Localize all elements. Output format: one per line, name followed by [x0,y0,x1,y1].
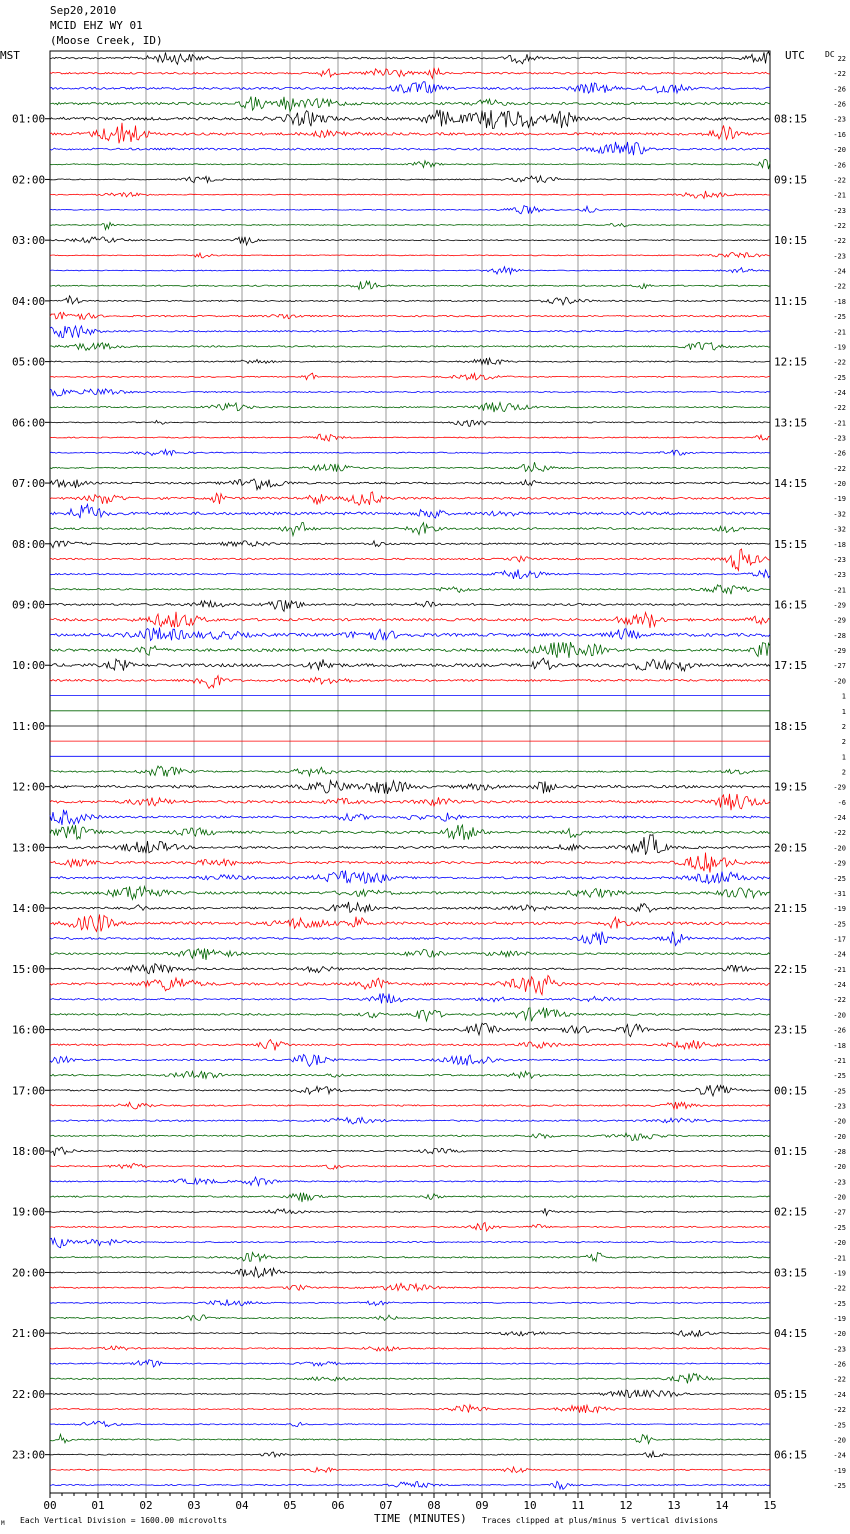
utc-hour-label: 10:15 [774,234,808,248]
mst-hour-label: 19:00 [12,1205,46,1219]
seismic-trace [50,1208,770,1215]
dc-offset-label: -20 [833,1163,846,1172]
seismic-trace [50,450,770,456]
x-tick-label: 07 [379,1499,393,1512]
dc-offset-label: -17 [833,935,846,944]
seismic-trace [50,871,770,884]
dc-offset-label: -21 [833,191,846,200]
utc-hour-label: 12:15 [774,355,808,369]
seismic-trace [50,642,770,658]
dc-offset-label: -32 [833,510,846,519]
seismic-trace [50,252,770,258]
dc-offset-label: -31 [833,889,846,898]
dc-offset-label: -20 [833,1011,846,1020]
seismic-trace [50,976,770,995]
seismic-trace [50,1023,770,1037]
seismic-trace [50,1147,770,1156]
x-tick-label: 09 [475,1499,489,1512]
dc-offset-label: -22 [833,358,846,367]
dc-offset-label: 1 [841,753,846,762]
seismic-trace [50,191,770,198]
seismic-trace [50,82,770,93]
seismic-trace [50,1163,770,1169]
x-tick-label: 08 [427,1499,441,1512]
seismic-trace [50,358,770,365]
seismic-trace [50,110,770,129]
x-tick-label: 06 [331,1499,345,1512]
dc-offset-label: -24 [833,389,846,397]
dc-offset-label: -20 [833,146,846,155]
seismic-trace [50,1360,770,1367]
seismic-trace [50,206,770,214]
mst-hour-label: 04:00 [12,294,46,308]
dc-offset-label: -22 [833,404,846,413]
dc-offset-label: -20 [833,677,846,686]
dc-offset-label: -26 [833,85,846,94]
utc-hour-label: 15:15 [774,537,808,551]
dc-offset-label: -25 [833,920,846,929]
seismic-trace [50,1374,770,1384]
dc-offset-label: -26 [833,1360,846,1369]
seismic-trace [50,267,770,274]
seismic-trace [50,887,770,900]
dc-offset-label: -20 [833,1132,846,1141]
dc-offset-label: -20 [833,1436,846,1445]
dc-offset-label: -22 [833,1284,846,1293]
utc-hour-label: 00:15 [774,1084,808,1098]
seismic-trace [50,1300,770,1306]
seismic-trace [50,492,770,505]
seismic-trace [50,52,770,65]
seismic-trace [50,549,770,571]
seismic-trace [50,123,770,144]
mst-hour-label: 13:00 [12,841,46,855]
dc-offset-label: -25 [833,313,846,322]
dc-offset-label: -22 [833,176,846,185]
seismic-trace [50,389,770,396]
seismic-trace [50,585,770,594]
dc-offset-label: -29 [833,859,846,868]
dc-offset-label: -19 [833,495,846,504]
dc-offset-label: -23 [833,556,846,564]
header-station: MCID EHZ WY 01 [50,19,143,32]
dc-offset-label: -29 [833,601,846,610]
dc-offset-label: -26 [833,161,846,170]
dc-offset-label: -23 [833,115,846,124]
mst-hour-label: 16:00 [12,1023,46,1037]
seismic-trace [50,1102,770,1109]
seismic-trace [50,296,770,305]
dc-offset-label: -19 [833,1315,846,1323]
dc-offset-label: -20 [833,1193,846,1202]
x-tick-label: 00 [43,1499,57,1512]
mst-hour-label: 20:00 [12,1266,46,1280]
mst-hour-label: 14:00 [12,902,46,916]
seismic-trace [50,810,770,825]
dc-offset-label: -32 [833,525,846,534]
dc-offset-label: -25 [833,1087,846,1096]
seismic-trace [50,1481,770,1489]
seismic-trace [50,373,770,380]
dc-title: DC [825,50,835,59]
utc-hour-label: 02:15 [774,1205,808,1219]
mst-hour-label: 09:00 [12,598,46,612]
seismic-trace [50,1405,770,1413]
seismic-trace [50,1421,770,1426]
dc-offset-label: 22 [837,55,846,63]
seismic-trace [50,1390,770,1398]
seismic-trace [50,281,770,289]
seismic-trace [50,522,770,535]
dc-offset-label: -29 [833,647,846,656]
mst-hour-label: 17:00 [12,1084,46,1098]
dc-offset-label: -29 [833,783,846,792]
dc-offset-label: -21 [833,1254,846,1263]
mst-hour-label: 01:00 [12,112,46,126]
header-location: (Moose Creek, ID) [50,34,163,47]
mst-hour-label: 22:00 [12,1387,46,1401]
seismic-trace [50,479,770,490]
dc-offset-label: -28 [833,631,846,640]
utc-hour-label: 19:15 [774,780,808,794]
x-tick-label: 05 [283,1499,297,1512]
dc-offset-label: -16 [833,130,846,139]
seismic-trace [50,676,770,689]
seismic-trace [50,1315,770,1321]
dc-offset-label: -22 [833,70,846,79]
dc-offset-label: -22 [833,1375,846,1384]
seismic-trace [50,1346,770,1351]
seismic-trace [50,462,770,472]
dc-offset-label: -24 [833,1390,846,1399]
dc-offset-label: -19 [833,905,846,914]
mst-hour-label: 02:00 [12,173,46,187]
seismic-trace [50,570,770,579]
seismic-trace [50,1283,770,1291]
dc-offset-label: -21 [833,1056,846,1065]
dc-offset-label: -20 [833,844,846,853]
dc-offset-label: -22 [833,222,846,230]
clip-note: Traces clipped at plus/minus 5 vertical divisions [482,1516,719,1525]
utc-hour-label: 08:15 [774,112,808,126]
seismic-trace [50,1040,770,1051]
seismic-trace [50,1133,770,1141]
dc-offset-label: -25 [833,874,846,883]
dc-offset-label: -21 [833,586,846,595]
seismic-trace [50,541,770,548]
utc-hour-label: 13:15 [774,416,808,430]
seismic-trace [50,97,770,112]
dc-offset-label: -19 [833,1269,846,1278]
dc-offset-label: -19 [833,343,846,352]
x-tick-label: 04 [235,1499,249,1512]
seismic-trace [50,326,770,338]
seismic-trace [50,176,770,183]
utc-hour-label: 09:15 [774,173,808,187]
dc-offset-label: -20 [833,1117,846,1126]
left-axis-title: MST [0,49,20,62]
dc-offset-label: -26 [833,1026,846,1035]
utc-hour-label: 14:15 [774,477,808,491]
seismic-trace [50,1267,770,1277]
seismic-trace [50,223,770,230]
seismic-trace [50,964,770,974]
seismic-trace [50,312,770,319]
dc-offset-label: -22 [833,829,846,838]
dc-offset-label: 2 [841,738,846,747]
x-tick-label: 15 [763,1499,777,1512]
mst-hour-label: 11:00 [12,720,46,733]
dc-offset-label: 1 [841,692,846,701]
seismic-trace [50,1467,770,1473]
dc-offset-label: -25 [833,1299,846,1308]
dc-offset-label: -23 [833,1345,846,1354]
right-axis-title: UTC [785,49,805,62]
dc-offset-label: -21 [833,965,846,974]
header-date: Sep20,2010 [50,4,117,17]
dc-offset-label: -26 [833,449,846,458]
mst-hour-label: 10:00 [12,659,46,673]
x-tick-label: 12 [619,1499,633,1512]
mst-hour-label: 18:00 [12,1145,46,1158]
seismic-trace [50,948,770,960]
seismic-trace [50,1434,770,1443]
mst-hour-label: 03:00 [12,234,46,248]
utc-hour-label: 01:15 [774,1145,808,1158]
dc-offset-label: -20 [833,480,846,489]
mst-hour-label: 23:00 [12,1448,46,1462]
utc-hour-label: 21:15 [774,902,808,916]
dc-offset-label: -25 [833,1223,846,1232]
utc-hour-label: 23:15 [774,1023,808,1037]
x-tick-label: 14 [715,1499,729,1512]
seismic-trace [50,1223,770,1232]
utc-hour-label: 03:15 [774,1266,808,1280]
seismic-trace [50,402,770,412]
seismic-trace [50,237,770,245]
dc-offset-label: -23 [833,252,846,261]
seismic-trace [50,794,770,810]
dc-offset-label: -24 [833,1451,846,1460]
dc-offset-label: -25 [833,1482,846,1490]
dc-offset-label: -22 [833,237,846,246]
utc-hour-label: 16:15 [774,598,808,612]
utc-hour-label: 04:15 [774,1327,808,1341]
dc-offset-label: -18 [833,1041,846,1050]
seismic-trace [50,1193,770,1202]
dc-offset-label: -26 [833,100,846,109]
seismic-trace [50,600,770,611]
seismic-trace [50,1238,770,1247]
seismic-trace [50,993,770,1003]
dc-offset-label: -29 [833,616,846,625]
seismic-trace [50,914,770,931]
seismic-trace [50,68,770,79]
dc-offset-label: -25 [833,1421,846,1430]
seismic-trace [50,835,770,855]
dc-offset-label: -20 [833,1330,846,1339]
x-tick-label: 03 [187,1499,201,1512]
dc-offset-label: -27 [833,662,846,671]
mst-hour-label: 07:00 [12,477,46,491]
dc-offset-label: -24 [833,267,846,276]
dc-offset-label: 2 [841,768,846,777]
dc-offset-label: -21 [833,419,846,428]
mst-hour-label: 12:00 [12,780,46,794]
dc-offset-label: -22 [833,996,846,1005]
utc-hour-label: 18:15 [774,720,808,733]
seismic-trace [50,1008,770,1022]
dc-offset-label: -18 [833,297,846,306]
seismic-trace [50,159,770,169]
utc-hour-label: 05:15 [774,1387,808,1401]
dc-offset-label: -24 [833,981,846,989]
seismic-trace [50,1252,770,1261]
dc-offset-label: -24 [833,814,846,822]
dc-offset-label: -6 [837,798,846,807]
dc-offset-label: -23 [833,1102,846,1111]
seismic-trace [50,853,770,873]
seismic-trace [50,1117,770,1124]
dc-offset-label: -19 [833,1466,846,1475]
x-tick-label: 13 [667,1499,681,1512]
seismic-trace [50,1177,770,1186]
seismic-trace [50,628,770,641]
utc-hour-label: 22:15 [774,962,808,976]
seismic-trace [50,1085,770,1096]
seismic-trace [50,612,770,628]
corner-mark: M [1,1520,5,1527]
seismic-trace [50,420,770,426]
utc-hour-label: 06:15 [774,1448,808,1462]
mst-hour-label: 08:00 [12,537,46,551]
x-tick-label: 02 [139,1499,153,1512]
mst-hour-label: 21:00 [12,1327,46,1341]
seismic-trace [50,781,770,794]
seismic-trace [50,1451,770,1457]
utc-hour-label: 11:15 [774,294,808,308]
seismic-trace [50,825,770,840]
dc-offset-label: -21 [833,328,846,337]
x-axis-label: TIME (MINUTES) [374,1512,467,1525]
dc-offset-label: -22 [833,282,846,291]
dc-offset-label: 2 [841,723,846,731]
x-tick-label: 10 [523,1499,537,1512]
seismic-trace [50,504,770,518]
dc-offset-label: -25 [833,373,846,382]
seismic-trace [50,766,770,777]
seismic-trace [50,142,770,155]
dc-offset-label: -18 [833,540,846,549]
dc-offset-label: -23 [833,206,846,215]
seismic-trace [50,1055,770,1067]
scale-note: Each Vertical Division = 1600.00 microvolts [20,1516,228,1525]
dc-offset-label: -27 [833,1208,846,1217]
x-tick-label: 01 [91,1499,105,1512]
mst-hour-label: 06:00 [12,416,46,430]
seismic-trace [50,1071,770,1078]
dc-offset-label: -24 [833,950,846,959]
dc-offset-label: 1 [841,707,846,716]
dc-offset-label: -23 [833,571,846,580]
utc-hour-label: 20:15 [774,841,808,855]
seismic-trace [50,902,770,913]
seismic-trace [50,343,770,351]
x-tick-label: 11 [571,1499,585,1512]
seismic-trace [50,1330,770,1337]
dc-offset-label: -22 [833,464,846,473]
mst-hour-label: 05:00 [12,355,46,369]
dc-offset-label: -23 [833,434,846,443]
utc-hour-label: 17:15 [774,659,808,673]
dc-offset-label: -20 [833,1239,846,1248]
dc-offset-label: -23 [833,1178,846,1187]
dc-offset-label: -25 [833,1072,846,1081]
dc-offset-label: -22 [833,1406,846,1415]
mst-hour-label: 15:00 [12,962,46,976]
seismic-trace [50,434,770,441]
seismic-trace [50,932,770,946]
dc-offset-label: -28 [833,1148,846,1156]
seismic-trace [50,658,770,671]
